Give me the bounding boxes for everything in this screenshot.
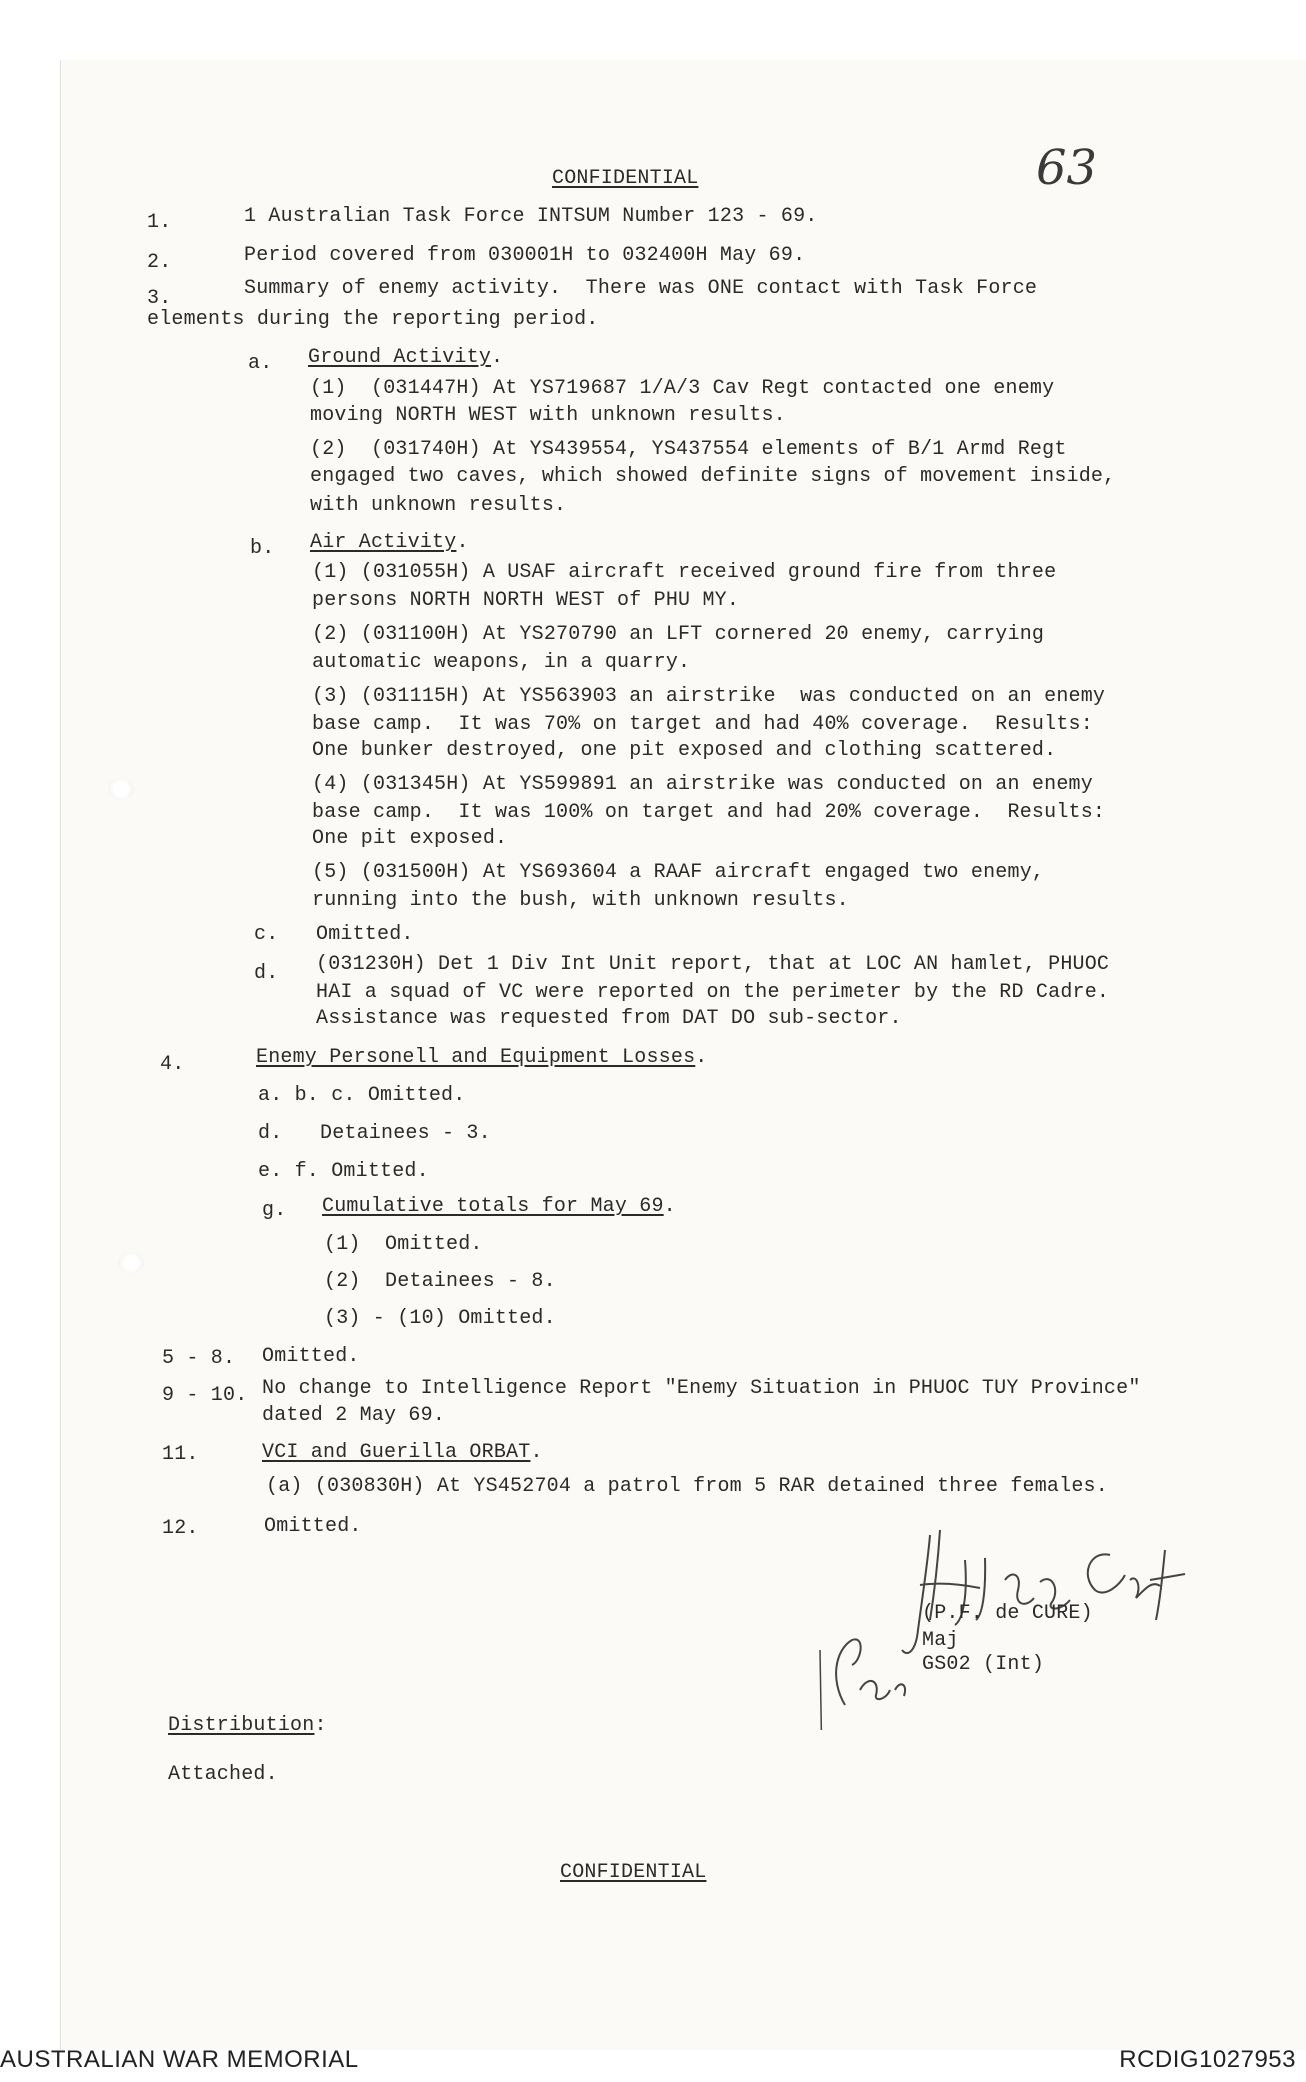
classification-bottom: CONFIDENTIAL (560, 1861, 707, 1884)
entry-text: (3) (031115H) At YS563903 an airstrike was conducted on an enemy (312, 685, 1106, 708)
punch-hole (118, 1252, 144, 1274)
section-heading: Ground Activity. (308, 346, 504, 369)
item-number: 3. (147, 287, 172, 310)
item-number: 2. (147, 251, 172, 274)
item-number: 5 - 8. (162, 1347, 236, 1370)
entry-text: (3) - (10) Omitted. (324, 1307, 556, 1330)
distribution-value: Attached. (168, 1763, 278, 1786)
item-number: 11. (162, 1443, 199, 1466)
entry-text: (4) (031345H) At YS599891 an airstrike was conducted on an enemy (312, 773, 1093, 796)
entry-text: running into the bush, with unknown results. (312, 889, 849, 912)
footer-right: RCDIG1027953 (1119, 2046, 1296, 2073)
distribution-heading: Distribution: (168, 1714, 327, 1737)
entry-text: Omitted. (262, 1345, 360, 1368)
heading-text: Air Activity (310, 531, 457, 554)
entry-text: engaged two caves, which showed definite signs of movement inside, (310, 465, 1116, 488)
section-heading: Cumulative totals for May 69. (322, 1195, 676, 1218)
sub-number: c. (254, 923, 279, 946)
item-text: 1 Australian Task Force INTSUM Number 123 - 69. (244, 205, 818, 228)
entry-text: (a) (030830H) At YS452704 a patrol from 5 RAR detained three females. (266, 1475, 1108, 1498)
entry-text: with unknown results. (310, 494, 567, 517)
item-number: 1. (147, 211, 172, 234)
sub-number: g. (262, 1199, 287, 1222)
entry-text: persons NORTH NORTH WEST of PHU MY. (312, 589, 740, 612)
entry-text: One pit exposed. (312, 827, 508, 850)
entry-text: a. b. c. Omitted. (258, 1084, 466, 1107)
entry-text: Omitted. (316, 923, 414, 946)
entry-text: Assistance was requested from DAT DO sub-sector. (316, 1007, 902, 1030)
heading-text: Ground Activity (308, 346, 492, 369)
entry-text: (1) (031447H) At YS719687 1/A/3 Cav Regt contacted one enemy (310, 377, 1055, 400)
entry-text: moving NORTH WEST with unknown results. (310, 404, 786, 427)
entry-text: (031230H) Det 1 Div Int Unit report, that at LOC AN hamlet, PHUOC (316, 953, 1110, 976)
sub-number: d. (254, 962, 279, 985)
item-number: 4. (160, 1053, 185, 1076)
entry-text: (2) (031740H) At YS439554, YS437554 elements of B/1 Armd Regt (310, 438, 1067, 461)
item-number: 12. (162, 1517, 199, 1540)
sub-number: d. (258, 1122, 283, 1145)
footer-left: AUSTRALIAN WAR MEMORIAL (0, 2046, 359, 2073)
entry-text: Detainees - 3. (320, 1122, 491, 1145)
item-text: Summary of enemy activity. There was ONE contact with Task Force (244, 277, 1038, 300)
heading-text: Enemy Personell and Equipment Losses (256, 1046, 696, 1069)
sub-number: b. (250, 537, 275, 560)
entry-text: automatic weapons, in a quarry. (312, 651, 691, 674)
entry-text: (2) Detainees - 8. (324, 1270, 556, 1293)
entry-text: Omitted. (264, 1515, 362, 1538)
punch-hole (108, 778, 134, 800)
section-heading: VCI and Guerilla ORBAT. (262, 1441, 543, 1464)
entry-text: No change to Intelligence Report "Enemy Situation in PHUOC TUY Province" (262, 1377, 1141, 1400)
signatory-post: GS02 (Int) (922, 1653, 1045, 1676)
item-text: Period covered from 030001H to 032400H May 69. (244, 244, 806, 267)
entry-text: (1) Omitted. (324, 1233, 483, 1256)
signatory-name: (P.F. de CURE) (922, 1602, 1093, 1625)
entry-text: HAI a squad of VC were reported on the perimeter by the RD Cadre. (316, 981, 1110, 1004)
entry-text: e. f. Omitted. (258, 1160, 429, 1183)
classification-top: CONFIDENTIAL (552, 167, 699, 190)
sub-number: a. (248, 352, 273, 375)
entry-text: (2) (031100H) At YS270790 an LFT cornered 20 enemy, carrying (312, 623, 1045, 646)
entry-text: (1) (031055H) A USAF aircraft received ground fire from three (312, 561, 1057, 584)
section-heading: Air Activity. (310, 531, 469, 554)
entry-text: dated 2 May 69. (262, 1404, 446, 1427)
signatory-rank: Maj (922, 1629, 959, 1652)
entry-text: (5) (031500H) At YS693604 a RAAF aircraft engaged two enemy, (312, 861, 1045, 884)
item-text: elements during the reporting period. (147, 308, 599, 331)
entry-text: One bunker destroyed, one pit exposed and clothing scattered. (312, 739, 1057, 762)
heading-text: VCI and Guerilla ORBAT (262, 1441, 531, 1464)
distribution-label: Distribution (168, 1714, 315, 1737)
item-number: 9 - 10. (162, 1384, 248, 1407)
entry-text: base camp. It was 100% on target and had 20% coverage. Results: (312, 801, 1106, 824)
heading-text: Cumulative totals for May 69 (322, 1195, 664, 1218)
page-mark: 63 (1036, 140, 1098, 196)
section-heading: Enemy Personell and Equipment Losses. (256, 1046, 708, 1069)
entry-text: base camp. It was 70% on target and had 40% coverage. Results: (312, 713, 1093, 736)
